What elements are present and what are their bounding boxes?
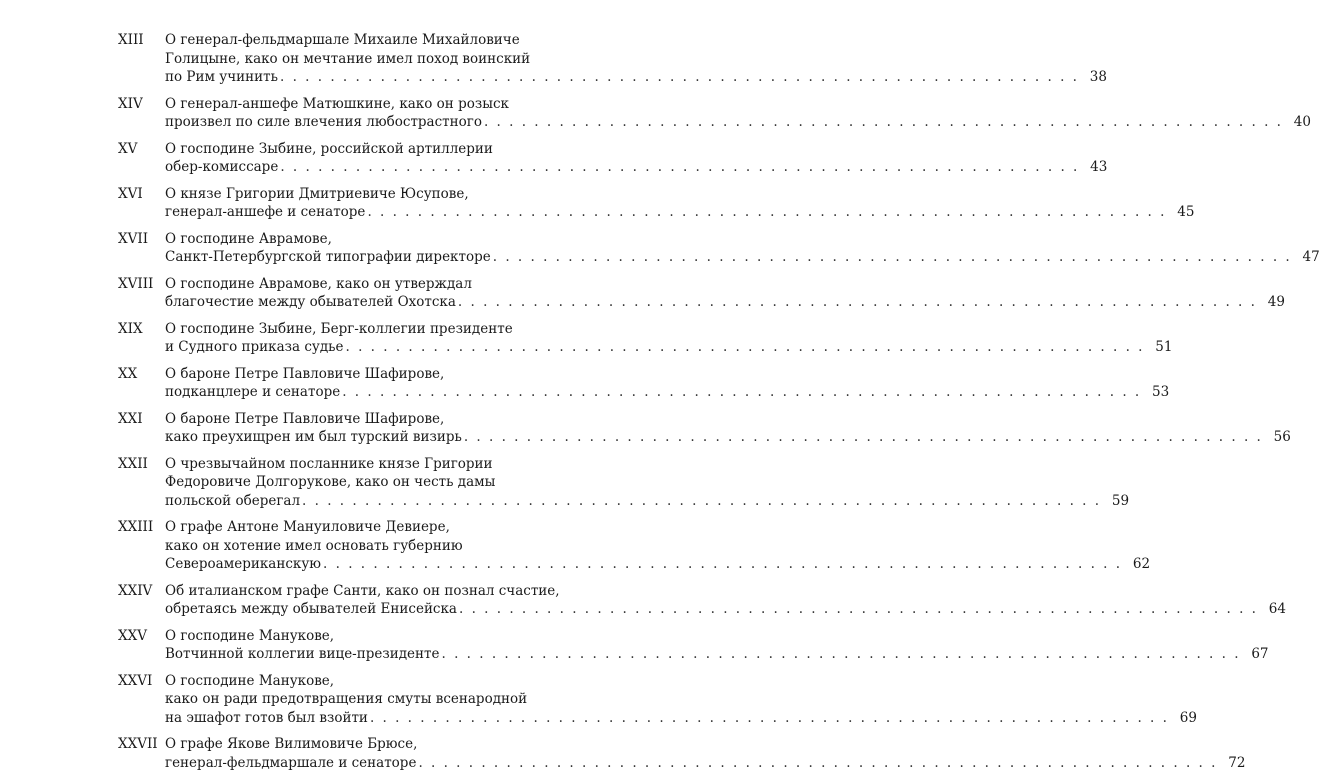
page-number: 67 — [1251, 646, 1269, 662]
dot-leader — [416, 754, 1217, 773]
toc-entry — [118, 455, 1130, 511]
title-last-line — [165, 68, 1107, 87]
chapter-number: XX — [118, 365, 138, 382]
page-number: 56 — [1273, 429, 1291, 445]
dot-leader — [300, 492, 1101, 511]
title-line: О чрезвычайном посланнике князе Григории — [165, 455, 493, 472]
title-line: О генерал-аншефе Матюшкине, како он розыск — [165, 95, 509, 112]
page-number: 72 — [1228, 754, 1246, 771]
dot-leader — [343, 338, 1144, 357]
chapter-title — [165, 365, 1169, 402]
title-last-line — [165, 293, 1285, 312]
toc-entry — [118, 275, 1285, 312]
title-line: О господине Аврамове, како он утверждал — [165, 275, 472, 292]
chapter-title — [165, 455, 1129, 511]
title-line: О генерал-фельдмаршале Михаиле Михайловиче — [165, 32, 520, 48]
title-line: польской оберегал — [165, 492, 301, 509]
chapter-number: XXVI — [118, 672, 153, 689]
chapter-number: XV — [118, 140, 138, 157]
toc-entry — [118, 320, 1173, 357]
title-line: како он хотение имел основать губернию — [165, 537, 463, 554]
title-last-line — [165, 428, 1291, 447]
title-line: Федоровиче Долгорукове, како он честь дамы — [165, 474, 496, 490]
chapter-title — [165, 627, 1269, 664]
title-line: Голицыне, како он мечтание имел поход воинский — [165, 50, 531, 67]
chapter-title — [165, 672, 1197, 728]
page-number: 64 — [1268, 601, 1286, 617]
chapter-title — [165, 275, 1285, 312]
title-line: Об италианском графе Санти, како он познал счастие, — [165, 582, 560, 599]
page-number: 43 — [1090, 159, 1108, 175]
title-line: генерал-фельдмаршале и сенаторе — [165, 754, 417, 771]
page-number: 49 — [1267, 294, 1285, 310]
title-line: О бароне Петре Павловиче Шафирове, — [165, 365, 445, 382]
chapter-title — [165, 185, 1194, 222]
dot-leader — [365, 203, 1166, 222]
toc-entry — [118, 365, 1170, 402]
table-of-contents — [118, 31, 1320, 780]
page-number: 38 — [1089, 69, 1107, 85]
page-number: 45 — [1177, 204, 1195, 220]
title-last-line — [165, 158, 1107, 177]
dot-leader — [321, 555, 1122, 574]
title-line: О господине Аврамове, — [165, 230, 332, 247]
title-line: генерал-аншефе и сенаторе — [165, 204, 366, 220]
chapter-title — [165, 735, 1245, 772]
chapter-title — [165, 31, 1107, 87]
title-line: по Рим учинить — [165, 69, 278, 85]
page-number: 69 — [1179, 709, 1197, 726]
title-last-line — [165, 754, 1245, 773]
chapter-number: XVIII — [118, 275, 154, 292]
title-line: како он ради предотвращения смуты всенародной — [165, 691, 528, 707]
chapter-number: XXIII — [118, 519, 154, 535]
title-line: Вотчинной коллегии вице-президенте — [165, 646, 440, 662]
title-line: О господине Зыбине, российской артиллерии — [165, 140, 493, 157]
dot-leader — [462, 428, 1263, 447]
dot-leader — [440, 645, 1241, 664]
toc-entry — [118, 31, 1107, 87]
title-line: обретаясь между обывателей Енисейска — [165, 601, 457, 617]
chapter-number: XXVII — [118, 736, 158, 752]
title-line: О господине Манукове, — [165, 627, 335, 644]
toc-entry — [118, 140, 1108, 177]
title-last-line — [165, 492, 1129, 511]
toc-entry — [118, 95, 1311, 132]
toc-entry — [118, 672, 1197, 728]
chapter-number: XXV — [118, 627, 147, 644]
chapter-number: XIX — [118, 320, 143, 337]
page-number: 40 — [1293, 114, 1311, 130]
page-number: 51 — [1155, 339, 1173, 355]
chapter-number: XIV — [118, 95, 143, 112]
dot-leader — [491, 248, 1292, 267]
title-line: Санкт-Петербургской типографии директоре — [165, 249, 491, 265]
toc-entry — [118, 410, 1291, 447]
chapter-title — [165, 230, 1320, 267]
title-line: О господине Зыбине, Берг-коллегии президенте — [165, 320, 513, 337]
title-line: О графе Антоне Мануиловиче Девиере, — [165, 519, 450, 535]
title-line: Североамериканскую — [165, 556, 322, 572]
toc-entry — [118, 735, 1246, 772]
toc-entry — [118, 230, 1320, 267]
title-last-line — [165, 203, 1194, 222]
chapter-number: XXI — [118, 410, 143, 427]
title-line: О бароне Петре Павловиче Шафирове, — [165, 410, 445, 427]
title-line: подканцлере и сенаторе — [165, 384, 341, 400]
title-line: благочестие между обывателей Охотска — [165, 294, 456, 310]
page-number: 59 — [1111, 492, 1130, 509]
chapter-number: XXII — [118, 455, 148, 472]
title-line: произвел по силе влечения любострастного — [165, 114, 482, 130]
toc-entry — [118, 518, 1151, 574]
dot-leader — [278, 68, 1079, 87]
dot-leader — [456, 293, 1257, 312]
chapter-title — [165, 320, 1172, 357]
chapter-title — [165, 582, 1286, 619]
toc-entry — [118, 185, 1195, 222]
chapter-title — [165, 95, 1311, 132]
title-last-line — [165, 248, 1320, 267]
title-line: О господине Манукове, — [165, 672, 335, 689]
chapter-title — [165, 518, 1150, 574]
page-number: 53 — [1152, 384, 1170, 400]
title-last-line — [165, 645, 1269, 664]
title-line: како преухищрен им был турский визирь — [165, 429, 462, 445]
chapter-number: XVI — [118, 185, 143, 202]
title-line: обер-комиссаре — [165, 159, 279, 175]
title-last-line — [165, 338, 1172, 357]
title-line: на эшафот готов был взойти — [165, 709, 368, 726]
title-line: и Судного приказа судье — [165, 339, 344, 355]
title-last-line — [165, 600, 1286, 619]
title-last-line — [165, 113, 1311, 132]
dot-leader — [457, 600, 1258, 619]
dot-leader — [368, 709, 1169, 728]
chapter-title — [165, 140, 1107, 177]
chapter-number: XXIV — [118, 582, 153, 599]
toc-entry — [118, 582, 1286, 619]
chapter-title — [165, 410, 1291, 447]
title-last-line — [165, 709, 1197, 728]
toc-entry — [118, 627, 1269, 664]
title-line: О графе Якове Вилимовиче Брюсе, — [165, 736, 418, 752]
title-last-line — [165, 555, 1150, 574]
dot-leader — [340, 383, 1141, 402]
page-number: 47 — [1302, 249, 1320, 265]
dot-leader — [278, 158, 1079, 177]
title-line: О князе Григории Дмитриевиче Юсупове, — [165, 185, 469, 202]
page-number: 62 — [1132, 556, 1151, 572]
chapter-number: XVII — [118, 230, 149, 247]
dot-leader — [482, 113, 1283, 132]
chapter-number: XIII — [118, 32, 144, 48]
title-last-line — [165, 383, 1169, 402]
